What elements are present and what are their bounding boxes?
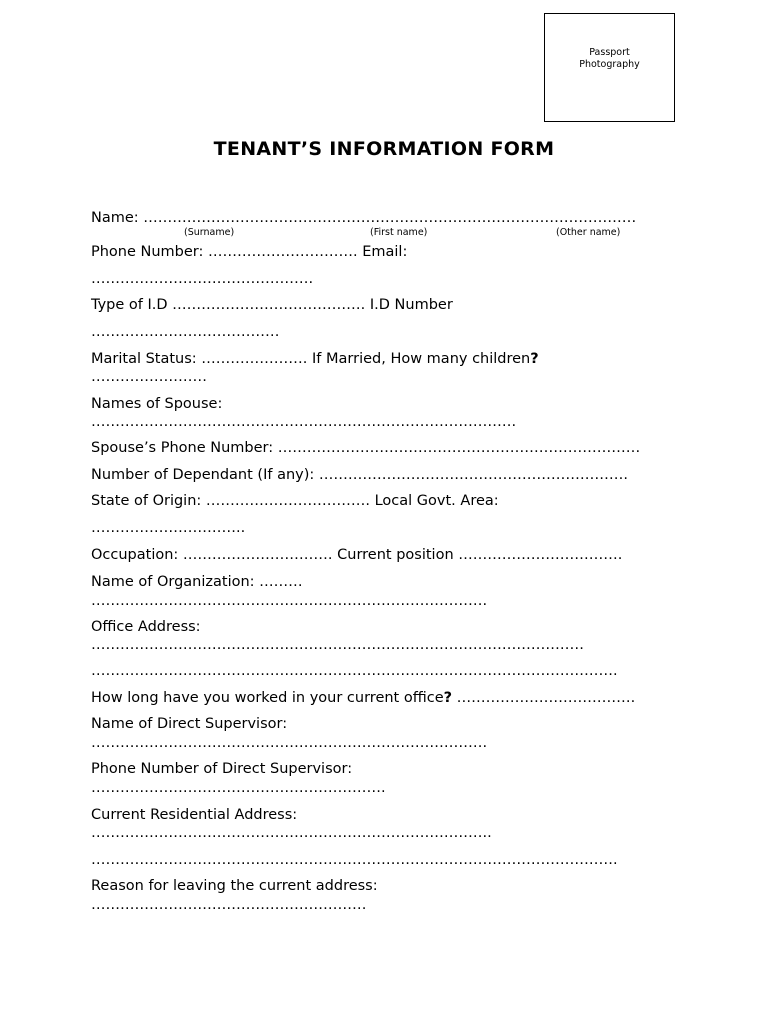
organization-field-cont[interactable]: ……………………………………………………………………….	[91, 593, 488, 609]
organization-field[interactable]: Name of Organization: ………	[91, 574, 303, 590]
spouse-names-label: Names of Spouse:	[91, 396, 223, 412]
supervisor-name-field[interactable]: ……………………………………………………………………….	[91, 735, 488, 751]
residential-address-label: Current Residential Address:	[91, 807, 298, 823]
state-origin-field[interactable]: State of Origin: ……………………………. Local Govt. Area:	[91, 493, 499, 509]
marital-status-field[interactable]	[91, 351, 539, 367]
lga-field[interactable]: …………………………..	[91, 520, 246, 536]
surname-caption: (Surname)	[184, 227, 235, 238]
worked-dots: ……………………………….	[452, 690, 636, 706]
photo-label-line2: Photography	[579, 59, 640, 70]
marital-text: Marital Status: …………………. If Married, How many children	[91, 351, 531, 367]
email-field-cont[interactable]: ……………………………………….	[91, 271, 314, 287]
other-name-caption: (Other name)	[556, 227, 621, 238]
supervisor-phone-field[interactable]: …………………………………………………….	[91, 780, 386, 796]
worked-question-mark: ?	[443, 690, 453, 706]
dependants-field[interactable]: Number of Dependant (If any): ……………………………………………………….	[91, 467, 628, 483]
residential-address-line1[interactable]: ………………………………………………………………………..	[91, 825, 492, 841]
residential-address-line2[interactable]: ……………………………………………………………………………………………….	[91, 852, 618, 868]
office-address-label: Office Address:	[91, 619, 201, 635]
passport-photo-box	[544, 13, 675, 122]
office-address-line1[interactable]: …………………………………………………………………………………………	[91, 637, 584, 653]
form-title: TENANT’S INFORMATION FORM	[213, 138, 555, 160]
children-count-field[interactable]: ……………………	[91, 369, 207, 385]
photo-label-line1: Passport	[589, 47, 630, 58]
spouse-names-field[interactable]: …………………………………………………………………………….	[91, 414, 517, 430]
worked-text: How long have you worked in your current office	[91, 690, 444, 706]
leaving-reason-label: Reason for leaving the current address:	[91, 878, 378, 894]
name-field[interactable]	[91, 210, 636, 226]
leaving-reason-field[interactable]: …………………………………………………	[91, 897, 367, 913]
phone-email-field[interactable]: Phone Number: …………………………. Email:	[91, 244, 408, 260]
supervisor-name-label: Name of Direct Supervisor:	[91, 716, 288, 732]
spouse-phone-field[interactable]: Spouse’s Phone Number: …………………………………………………………………	[91, 440, 641, 456]
name-label: Name:	[91, 210, 144, 226]
marital-question-mark: ?	[530, 351, 539, 367]
occupation-field[interactable]: Occupation: …………………………. Current position …………………………….	[91, 547, 623, 563]
first-name-caption: (First name)	[370, 227, 428, 238]
id-number-field[interactable]: …………………………………	[91, 324, 280, 340]
supervisor-phone-label: Phone Number of Direct Supervisor:	[91, 761, 353, 777]
time-in-office-field[interactable]	[91, 690, 635, 706]
name-dots: …………………………………………………………………………………………	[143, 210, 637, 226]
id-type-field[interactable]: Type of I.D …………………………………. I.D Number	[91, 297, 453, 313]
office-address-line2[interactable]: ……………………………………………………………………………………………….	[91, 663, 618, 679]
